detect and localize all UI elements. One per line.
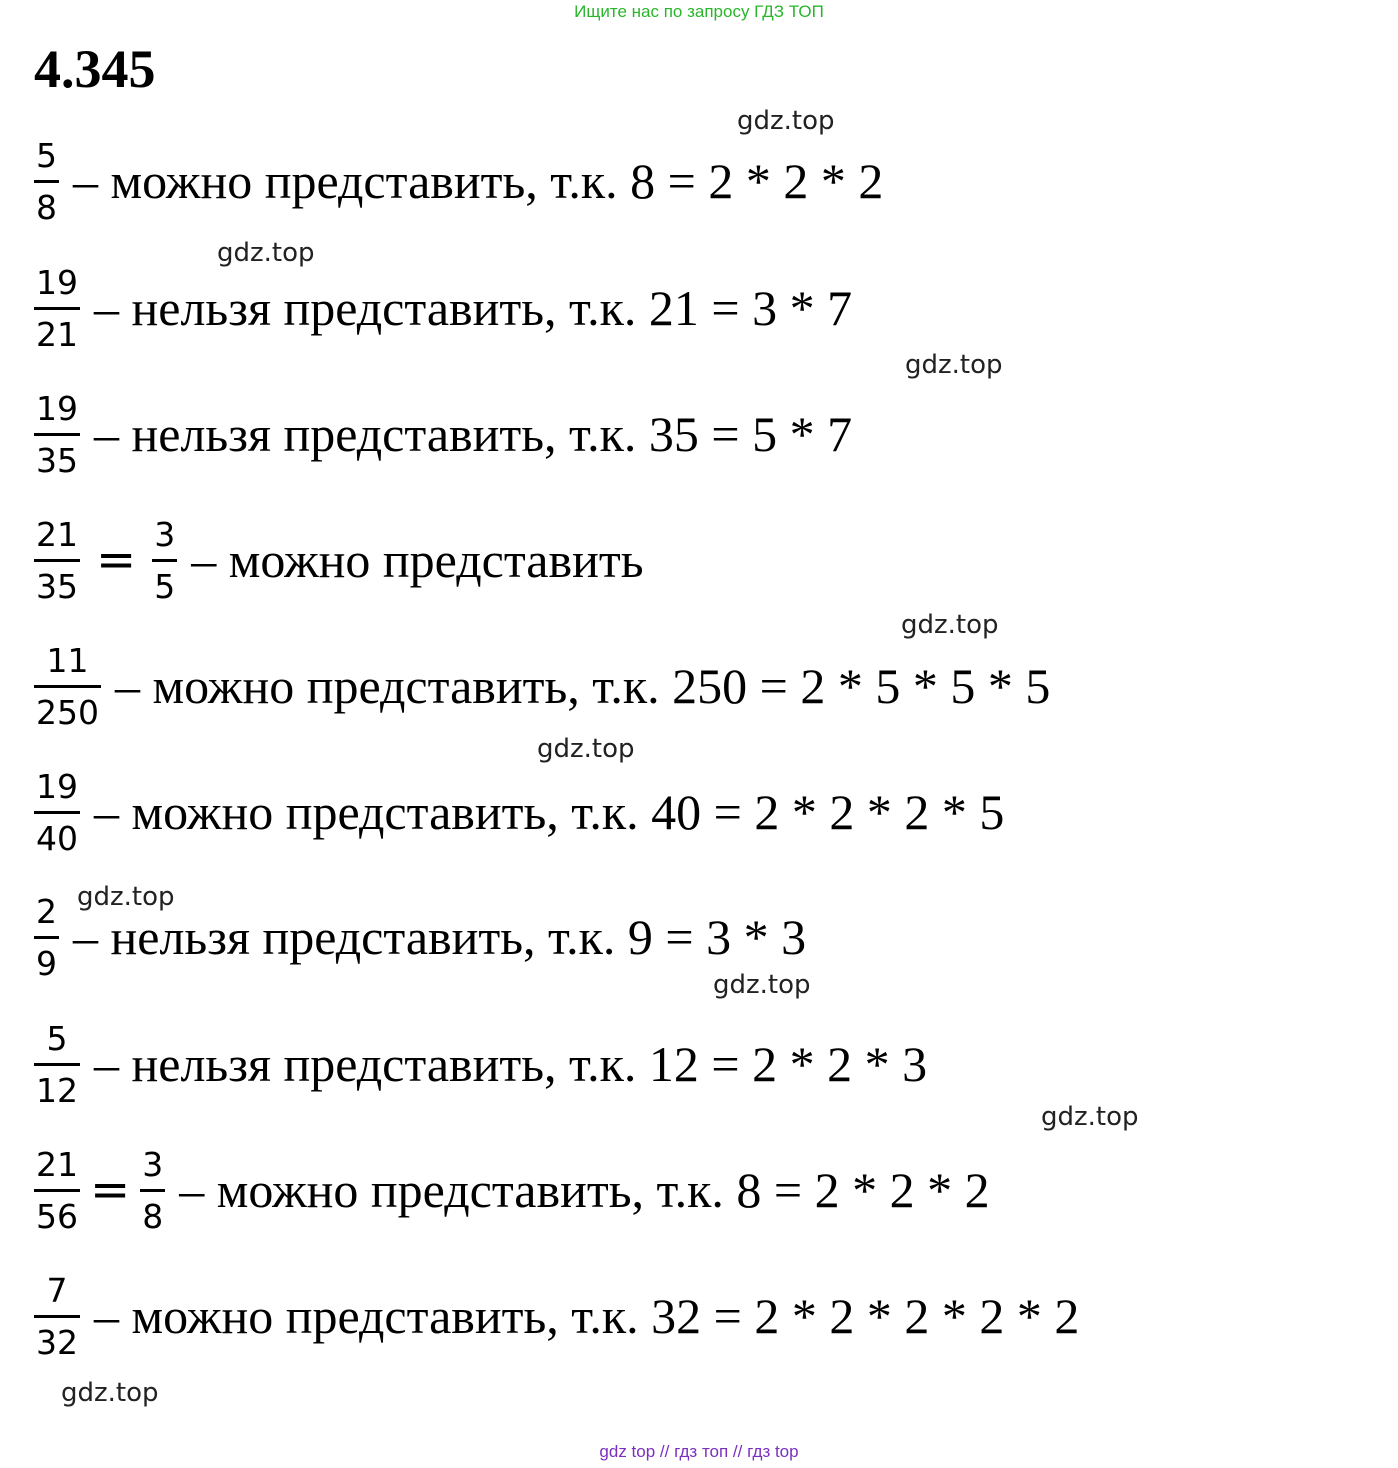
numerator: 2 <box>36 891 57 931</box>
denominator: 35 <box>36 566 78 606</box>
numerator: 5 <box>46 1018 68 1058</box>
problem-number: 4.345 <box>34 39 156 99</box>
line-text: – можно представить, т.к. 40 = 2 * 2 * 2 * 5 <box>94 784 1005 840</box>
line-text: – нельзя представить, т.к. 9 = 3 * 3 <box>73 909 807 965</box>
solution-line <box>34 510 644 610</box>
fraction <box>34 640 101 732</box>
denominator: 21 <box>36 314 78 354</box>
watermark: gdz.top <box>737 106 835 136</box>
fraction <box>34 766 80 858</box>
denominator: 8 <box>142 1196 164 1236</box>
numerator: 21 <box>36 514 78 554</box>
numerator: 19 <box>36 766 78 806</box>
line-text: – можно представить, т.к. 8 = 2 * 2 * 2 <box>179 1162 990 1218</box>
watermark: gdz.top <box>77 882 175 912</box>
line-text: – нельзя представить, т.к. 21 = 3 * 7 <box>94 280 853 336</box>
numerator: 3 <box>142 1144 164 1184</box>
fraction <box>34 514 80 606</box>
denominator: 250 <box>36 692 99 732</box>
fraction <box>34 262 80 354</box>
numerator: 5 <box>36 135 57 175</box>
watermark: gdz.top <box>713 970 811 1000</box>
fraction <box>34 1144 80 1236</box>
line-text: – можно представить, т.к. 8 = 2 * 2 * 2 <box>73 153 884 209</box>
solution-line <box>34 1140 990 1240</box>
watermark: gdz.top <box>901 610 999 640</box>
solution-line <box>34 1014 927 1114</box>
fraction <box>34 135 59 227</box>
solution-line <box>34 1266 1079 1366</box>
denominator: 5 <box>154 566 176 606</box>
equals-sign: = <box>90 1162 131 1218</box>
numerator: 19 <box>36 388 78 428</box>
reduced-fraction <box>152 514 177 606</box>
denominator: 8 <box>36 187 57 227</box>
line-text: – можно представить, т.к. 32 = 2 * 2 * 2 * 2 * 2 <box>94 1288 1080 1344</box>
numerator: 11 <box>46 640 89 680</box>
equals-sign: = <box>96 532 137 588</box>
line-text: – можно представить <box>191 532 644 588</box>
top-banner: Ищите нас по запросу ГДЗ ТОП <box>574 2 824 21</box>
fraction <box>34 1270 80 1362</box>
watermark: gdz.top <box>537 734 635 764</box>
denominator: 56 <box>36 1196 78 1236</box>
solution-line <box>34 636 1050 736</box>
solution-line <box>34 762 1004 862</box>
solution-line <box>34 258 852 358</box>
fraction <box>34 388 80 480</box>
solution-line <box>34 131 883 231</box>
fraction <box>34 1018 80 1110</box>
line-text: – нельзя представить, т.к. 12 = 2 * 2 * 3 <box>94 1036 928 1092</box>
reduced-fraction <box>140 1144 165 1236</box>
numerator: 3 <box>154 514 176 554</box>
watermark: gdz.top <box>1041 1102 1139 1132</box>
denominator: 35 <box>36 440 78 480</box>
footer: gdz top // гдз топ // гдз top <box>599 1442 799 1461</box>
watermark: gdz.top <box>61 1378 159 1408</box>
fraction <box>34 891 59 983</box>
line-text: – можно представить, т.к. 250 = 2 * 5 * 5 * 5 <box>115 658 1051 714</box>
denominator: 32 <box>36 1322 78 1362</box>
denominator: 12 <box>36 1070 78 1110</box>
watermark: gdz.top <box>217 238 315 268</box>
numerator: 7 <box>46 1270 68 1310</box>
watermark: gdz.top <box>905 350 1003 380</box>
line-text: – нельзя представить, т.к. 35 = 5 * 7 <box>94 406 853 462</box>
numerator: 19 <box>36 262 78 302</box>
denominator: 9 <box>36 943 57 983</box>
solution-line <box>34 384 852 484</box>
numerator: 21 <box>36 1144 78 1184</box>
denominator: 40 <box>36 818 78 858</box>
